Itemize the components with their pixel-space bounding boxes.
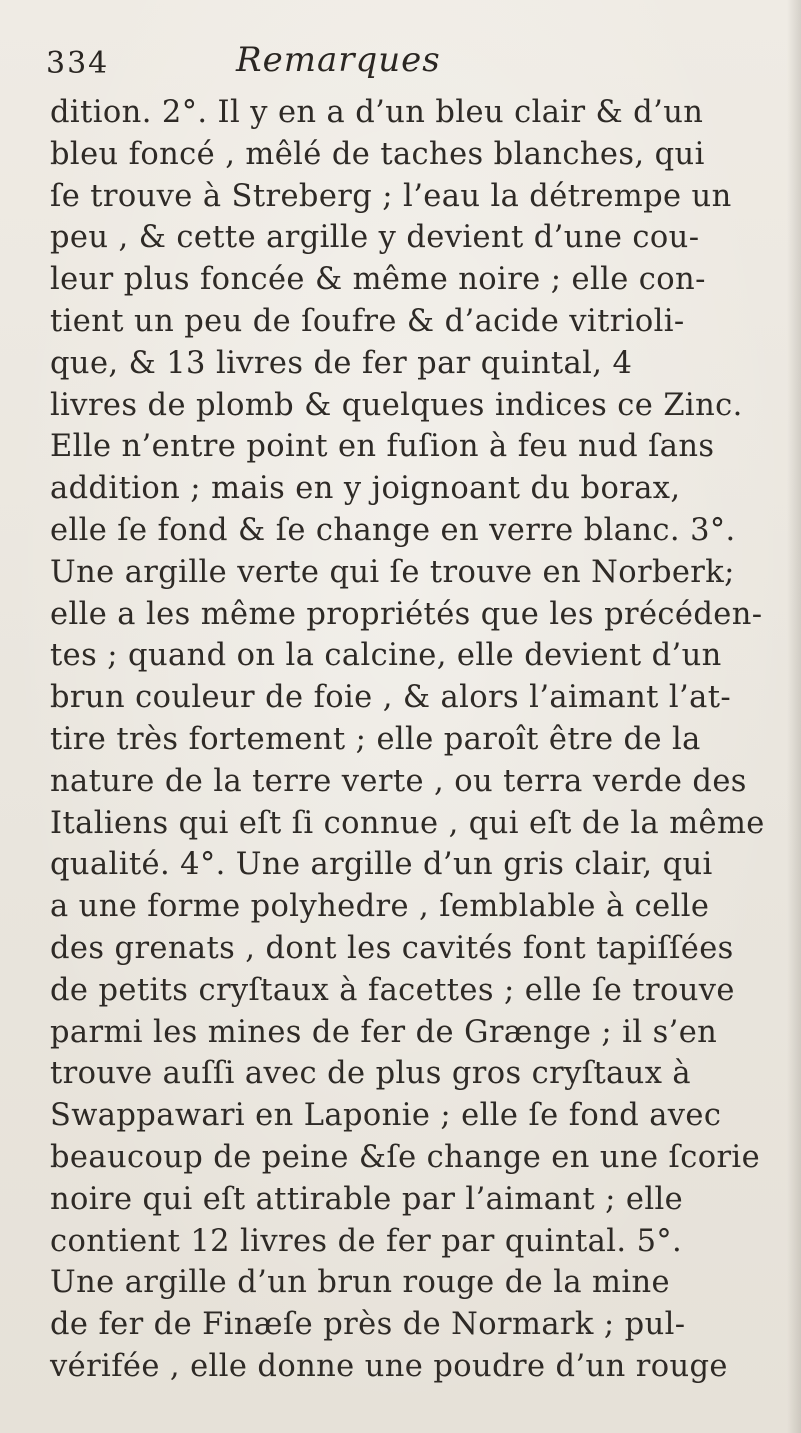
text-line: Elle n’entre point en fuſion à feu nud ſans xyxy=(50,429,715,465)
text-line: Italiens qui eſt ſi connue , qui eſt de la même xyxy=(50,805,765,841)
running-head: Remarques xyxy=(236,40,441,80)
text-line: vérifée , elle donne une poudre d’un rouge xyxy=(50,1348,728,1384)
text-line: Une argille d’un brun rouge de la mine xyxy=(50,1265,671,1301)
text-line: Une argille verte qui ſe trouve en Norberk; xyxy=(50,554,735,590)
text-line: brun couleur de foie , & alors l’aimant l’at- xyxy=(50,680,732,716)
text-line: tes ; quand on la calcine, elle devient d’un xyxy=(50,638,722,674)
text-line: addition ; mais en y joignoant du borax, xyxy=(50,471,681,507)
text-line: des grenats , dont les cavités font tapiſſées xyxy=(50,930,734,966)
text-line: a une forme polyhedre , ſemblable à celle xyxy=(50,889,710,925)
text-line: que, & 13 livres de fer par quintal, 4 xyxy=(50,345,633,381)
page-edge-shadow xyxy=(787,0,801,1433)
text-line: elle ſe fond & ſe change en verre blanc. 3°. xyxy=(50,512,736,548)
text-line: tient un peu de ſoufre & d’acide vitrioli- xyxy=(50,303,685,339)
text-line: tire très fortement ; elle paroît être de la xyxy=(50,721,701,757)
text-line: Swappawari en Laponie ; elle ſe fond avec xyxy=(50,1098,722,1134)
text-line: bleu foncé , mêlé de taches blanches, qui xyxy=(50,136,705,172)
text-line: ſe trouve à Streberg ; l’eau la détrempe un xyxy=(50,178,732,214)
text-line: dition. 2°. Il y en a d’un bleu clair & d’un xyxy=(50,95,704,130)
text-line: de petits cryſtaux à facettes ; elle ſe trouve xyxy=(50,972,735,1008)
text-line: leur plus foncée & même noire ; elle con- xyxy=(50,262,706,298)
page-number: 334 xyxy=(46,46,110,81)
body-text xyxy=(50,92,780,1388)
page-header xyxy=(40,40,760,90)
text-line: contient 12 livres de fer par quintal. 5°. xyxy=(50,1223,683,1259)
text-line: de fer de Finæſe près de Normark ; pul- xyxy=(50,1307,686,1343)
text-line: peu , & cette argille y devient d’une cou- xyxy=(50,220,700,256)
text-line: noire qui eſt attirable par l’aimant ; elle xyxy=(50,1181,684,1217)
text-line: livres de plomb & quelques indices ce Zinc. xyxy=(50,387,743,423)
text-line: trouve auſſi avec de plus gros cryſtaux à xyxy=(50,1056,692,1092)
text-line: parmi les mines de fer de Grænge ; il s’en xyxy=(50,1014,718,1050)
text-line: beaucoup de peine &ſe change en une ſcorie xyxy=(50,1139,761,1175)
text-line: qualité. 4°. Une argille d’un gris clair, qui xyxy=(50,847,713,883)
text-line: nature de la terre verte , ou terra verde des xyxy=(50,763,747,799)
text-line: elle a les même propriétés que les précéden- xyxy=(50,596,763,632)
